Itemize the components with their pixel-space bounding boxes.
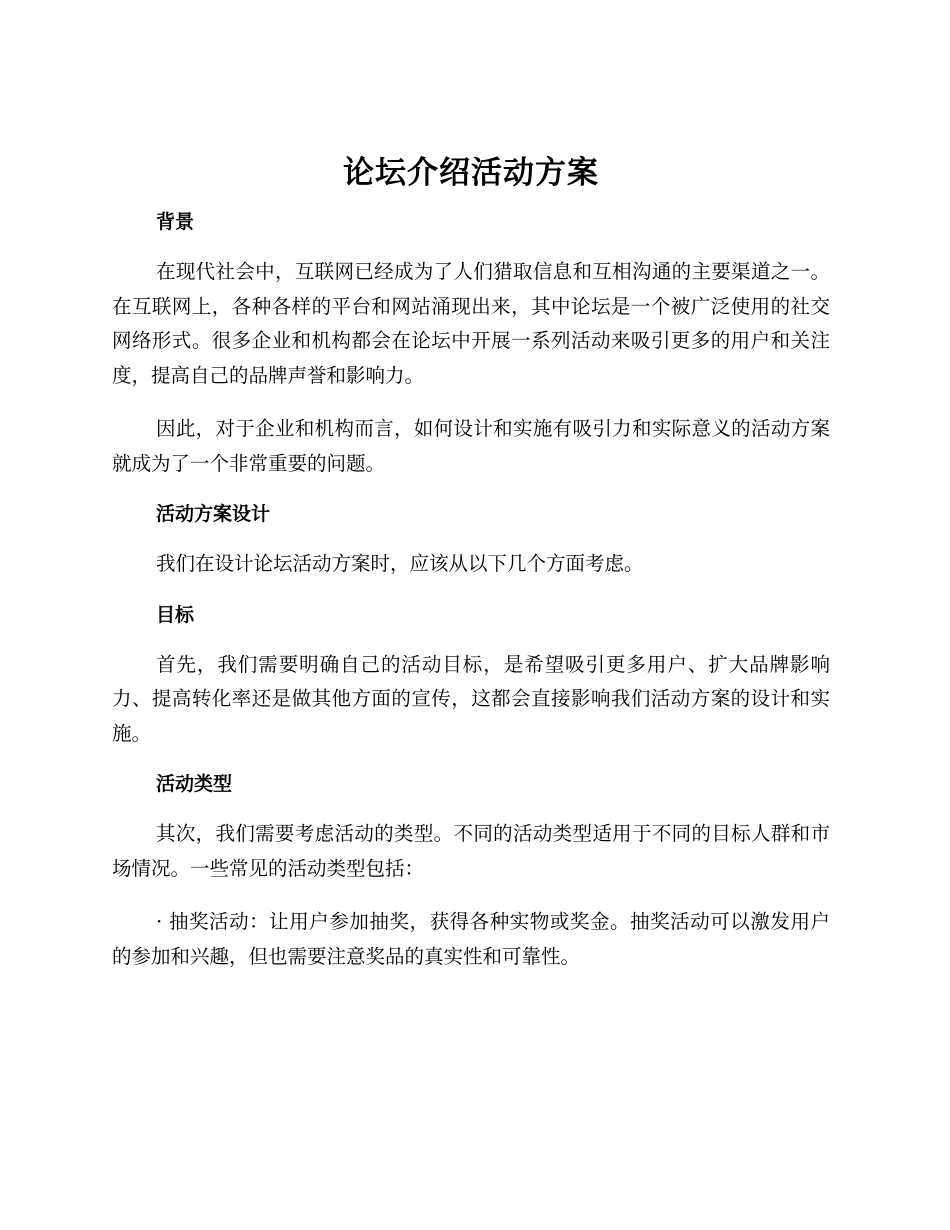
paragraph-background-2: 因此，对于企业和机构而言，如何设计和实施有吸引力和实际意义的活动方案就成为了一个非常重要的问题。 bbox=[112, 417, 830, 475]
paragraph-activity-type: 其次，我们需要考虑活动的类型。不同的活动类型适用于不同的目标人群和市场情况。一些常见的活动类型包括： bbox=[112, 822, 830, 880]
paragraph-background-1: 在现代社会中，互联网已经成为了人们猎取信息和互相沟通的主要渠道之一。在互联网上，各种各样的平台和网站涌现出来，其中论坛是一个被广泛使用的社交网络形式。很多企业和机构都会在论坛中开展一系列活动来吸引更多的用户和关注度，提高自己的品牌声誉和影响力。 bbox=[112, 260, 830, 387]
section-heading-background: 背景 bbox=[156, 211, 195, 233]
section-heading-goal: 目标 bbox=[156, 603, 195, 626]
paragraph-plan-design: 我们在设计论坛活动方案时，应该从以下几个方面考虑。 bbox=[156, 552, 644, 575]
paragraph-goal: 首先，我们需要明确自己的活动目标，是希望吸引更多用户、扩大品牌影响力、提高转化率还是做其他方面的宣传，这都会直接影响我们活动方案的设计和实施。 bbox=[112, 652, 830, 745]
section-heading-activity-type: 活动类型 bbox=[156, 773, 233, 795]
section-heading-plan-design: 活动方案设计 bbox=[156, 503, 271, 525]
document-page bbox=[112, 150, 830, 993]
document-title: 论坛介绍活动方案 bbox=[343, 155, 599, 191]
list-item-lottery: · 抽奖活动：让用户参加抽奖，获得各种实物或奖金。抽奖活动可以激发用户的参加和兴趣，但也需要注意奖品的真实性和可靠性。 bbox=[112, 910, 830, 968]
